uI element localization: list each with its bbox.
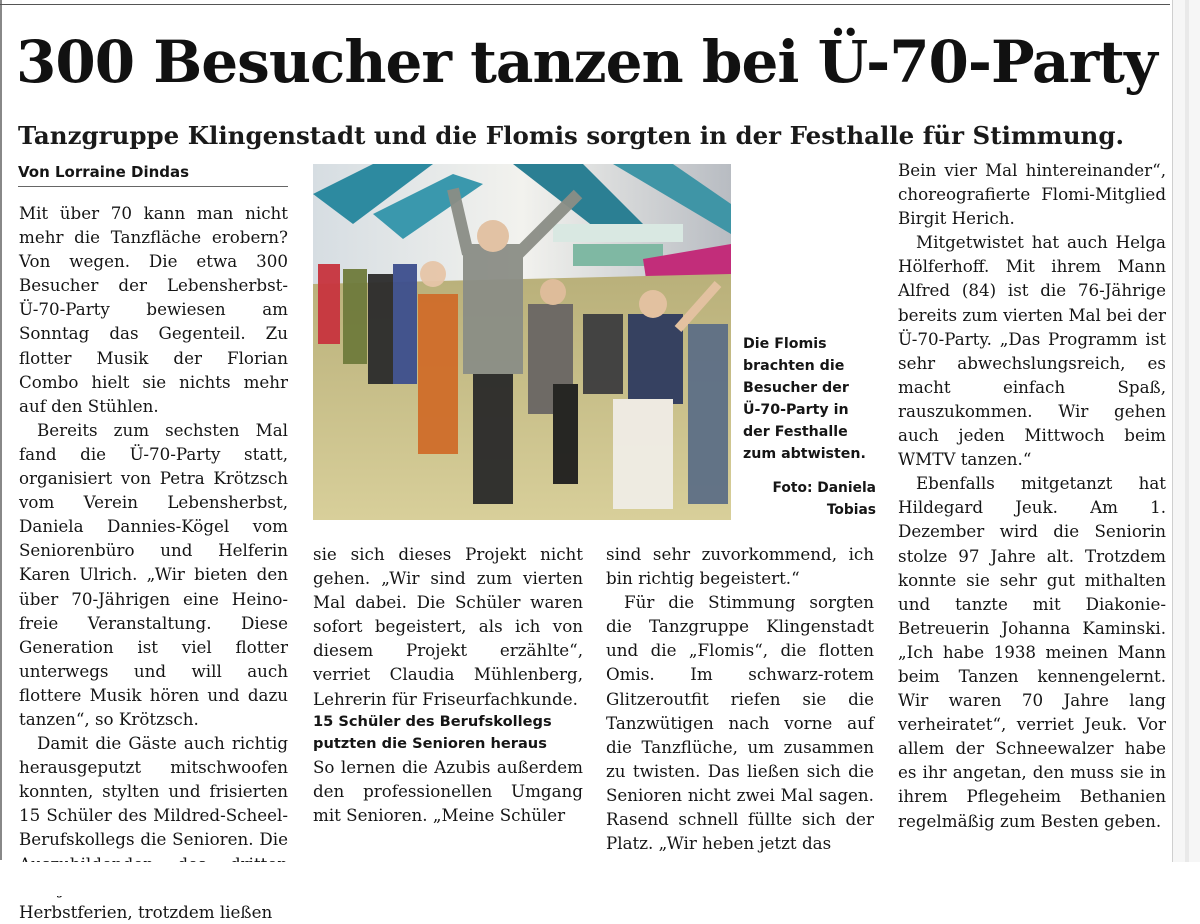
paragraph: Für die Stimmung sorgten die Tanzgruppe Klingenstadt und die „Flomis“, die flotten Omis. Im schwarz-rotem Glitzeroutfit riefen sie die Tanzwütigen nach vorne auf die Tanzflüche, um zusammen zu twisten. Das ließen sich die Senioren nicht zwei Mal sagen. Rasend schnell füllte sich der Platz. „Wir heben jetzt das bbox=[606, 592, 874, 854]
photo-credit: Foto: Daniela Tobias bbox=[772, 480, 876, 518]
photo-caption: Die Flomis brachten die Besucher der Ü-70-Party in der Festhalle zum abtwisten. bbox=[743, 336, 866, 462]
scrollbar-track[interactable] bbox=[1185, 0, 1189, 896]
article-column-3 bbox=[606, 542, 874, 855]
left-border bbox=[0, 0, 2, 860]
headline: 300 Besucher tanzen bei Ü-70-Party bbox=[16, 28, 1157, 96]
paragraph: So lernen die Azubis außerdem den professionellen Umgang mit Senioren. „Meine Schüler bbox=[313, 756, 583, 825]
paragraph: Bein vier Mal hintereinander“, choreografierte Flomi-Mitglied Birgit Herich. bbox=[898, 160, 1166, 229]
paragraph: Mit über 70 kann man nicht mehr die Tanzfläche erobern? Von wegen. Die etwa 300 Besucher der Lebensherbst-Ü-70-Party bewiesen am Sonntag das Gegenteil. Zu flotter Musik der Florian Combo hielt sie nichts mehr auf den Stühlen. bbox=[19, 203, 288, 416]
article-column-2 bbox=[313, 542, 583, 827]
subheadline: Tanzgruppe Klingenstadt und die Flomis sorgten in der Festhalle für Stimmung. bbox=[18, 121, 1125, 150]
article-column-4 bbox=[898, 158, 1166, 833]
paragraph: Bereits zum sechsten Mal fand die Ü-70-Party statt, organisiert von Petra Krötzsch vom Verein Lebensherbst, Daniela Dannies-Kögel vom Seniorenbüro und Helferin Karen Ulrich. „Wir bieten den über 70-Jährigen eine Heino-freie Veranstaltung. Diese Generation ist viel flotter unterwegs und will auch flottere Musik hören und dazu tanzen“, so Krötzsch. bbox=[19, 419, 288, 729]
article-column-1 bbox=[19, 201, 288, 924]
paragraph: sie sich dieses Projekt nicht gehen. „Wir sind zum vierten Mal dabei. Die Schüler waren sofort begeistert, als ich von diesem Projekt erzählte“, verriet Claudia Mühlenberg, Lehrerin für Friseurfachkunde. bbox=[313, 544, 583, 709]
paragraph: Damit die Gäste auch richtig herausgeputzt mitschwoofen konnten, stylten und frisierten 15 Schüler des Mildred-Scheel-Berufskollegs die Senioren. Die Herbstferien, trotzdem ließen bbox=[19, 733, 288, 922]
photo-illustration bbox=[313, 164, 731, 520]
paragraph: Ebenfalls mitgetanzt hat Hildegard Jeuk. Am 1. Dezember wird die Seniorin stolze 97 Jahre alt. Trotzdem konnte sie sehr gut mithalten und tanzte mit Diakonie-Betreuerin Johanna Kaminski. „Ich habe 1938 meinen Mann beim Tanzen kennengelernt. Wir waren 70 Jahre lang verheiratet“, verriet Jeuk. Vor allem der Schneewalzer habe es ihr angetan, den muss sie in ihrem Pflegeheim Bethanien regelmäßig zum Besten geben. bbox=[898, 473, 1166, 831]
paragraph: Mitgetwistet hat auch Helga Hölferhoff. Mit ihrem Mann Alfred (84) ist die 76-Jährige bereits zum vierten Mal bei der Ü-70-Party. „Das Programm ist sehr abwechslungsreich, es macht einfach Spaß, rauszukommen. Wir gehen auch jeden Mittwoch beim WMTV tanzen.“ bbox=[898, 232, 1166, 470]
page-bottom-margin bbox=[0, 862, 1200, 896]
section-subhead: 15 Schüler des Berufskollegs putzten die Senioren heraus bbox=[313, 712, 552, 752]
scrollbar[interactable] bbox=[1172, 0, 1200, 896]
byline: Von Lorraine Dindas bbox=[18, 163, 190, 181]
byline-rule bbox=[18, 186, 288, 187]
paragraph: sind sehr zuvorkommend, ich bin richtig begeistert.“ bbox=[606, 544, 874, 589]
top-rule bbox=[0, 4, 1170, 5]
dancing-seniors-photo bbox=[313, 164, 731, 520]
